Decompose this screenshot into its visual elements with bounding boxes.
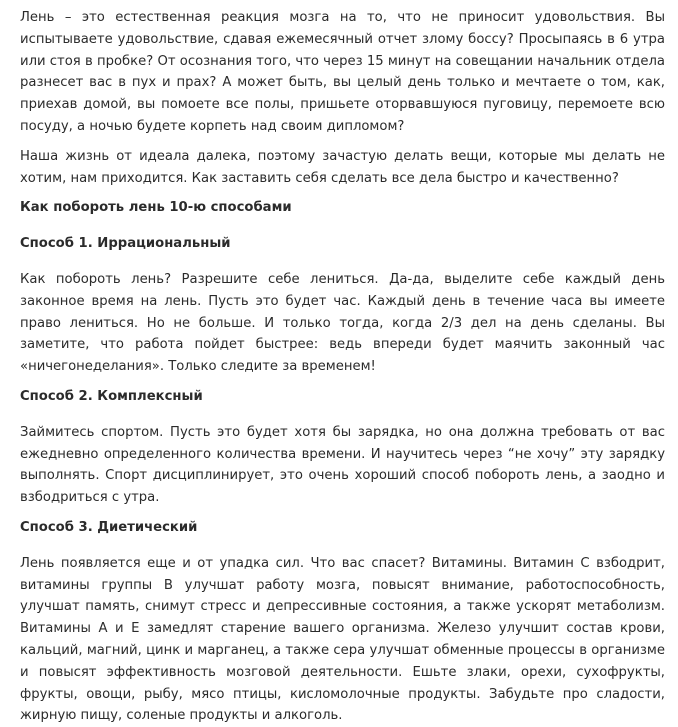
intro-paragraph-1: Лень – это естественная реакция мозга на то, что не приносит удовольствия. Вы испытываете удовольствие, сдавая ежемесячный отчет злому боссу? Просыпаясь в 6 утра или стоя в пробке? От осознания того, что через 15 минут на совещании начальник отдела разнесет вас в пух и прах? А может быть, вы целый день только и мечтаете о том, как, приехав домой, вы помоете все полы, пришьете оторвавшуюся пуговицу, перемоете всю посуду, а ночью будете корпеть над своим дипломом? — [20, 10, 665, 134]
section-heading: Как побороть лень 10-ю способами — [20, 200, 292, 216]
method-1-heading: Способ 1. Иррациональный — [20, 236, 231, 252]
method-3-heading: Способ 3. Диетический — [20, 519, 198, 535]
method-2-text: Займитесь спортом. Пусть это будет хотя бы зарядка, но она должна требовать от вас ежедневно определенного количества времени. И научитесь через “не хочу” эту зарядку выполнять. Спорт дисциплинирует, это очень хороший способ побороть лень, а заодно и взбодриться с утра. — [20, 424, 665, 506]
method-1-text: Как побороть лень? Разрешите себе лениться. Да-да, выделите себе каждый день законное время на лень. Пусть это будет час. Каждый день в течение часа вы имеете право лениться. Но не больше. И только тогда, когда 2/3 дел на день сделаны. Вы заметите, что работа пойдет быстрее: ведь впереди будет маячить законный час «ничегонеделания». Только следите за временем! — [20, 271, 665, 375]
method-3-text: Лень появляется еще и от упадка сил. Что вас спасет? Витамины. Витамин С взбодрит, витамины группы В улучшат работу мозга, повысят внимание, работоспособность, улучшат память, снимут стресс и депрессивные состояния, а также ускорят метаболизм. Витамины А и Е замедлят старение вашего организма. Железо улучшит состав крови, кальций, магний, цинк и марганец, а также сера улучшат обменные процессы в организме и повысят эффективность мозговой деятельности. Ешьте злаки, орехи, сухофрукты, фрукты, овощи, рыбу, мясо птицы, кисломолочные продукты. Забудьте про сладости, жирную пищу, соленые продукты и алкоголь. — [20, 555, 665, 724]
method-2-heading: Способ 2. Комплексный — [20, 388, 203, 404]
intro-paragraph-2: Наша жизнь от идеала далека, поэтому зачастую делать вещи, которые мы делать не хотим, нам приходится. Как заставить себя сделать все дела быстро и качественно? — [20, 148, 665, 186]
